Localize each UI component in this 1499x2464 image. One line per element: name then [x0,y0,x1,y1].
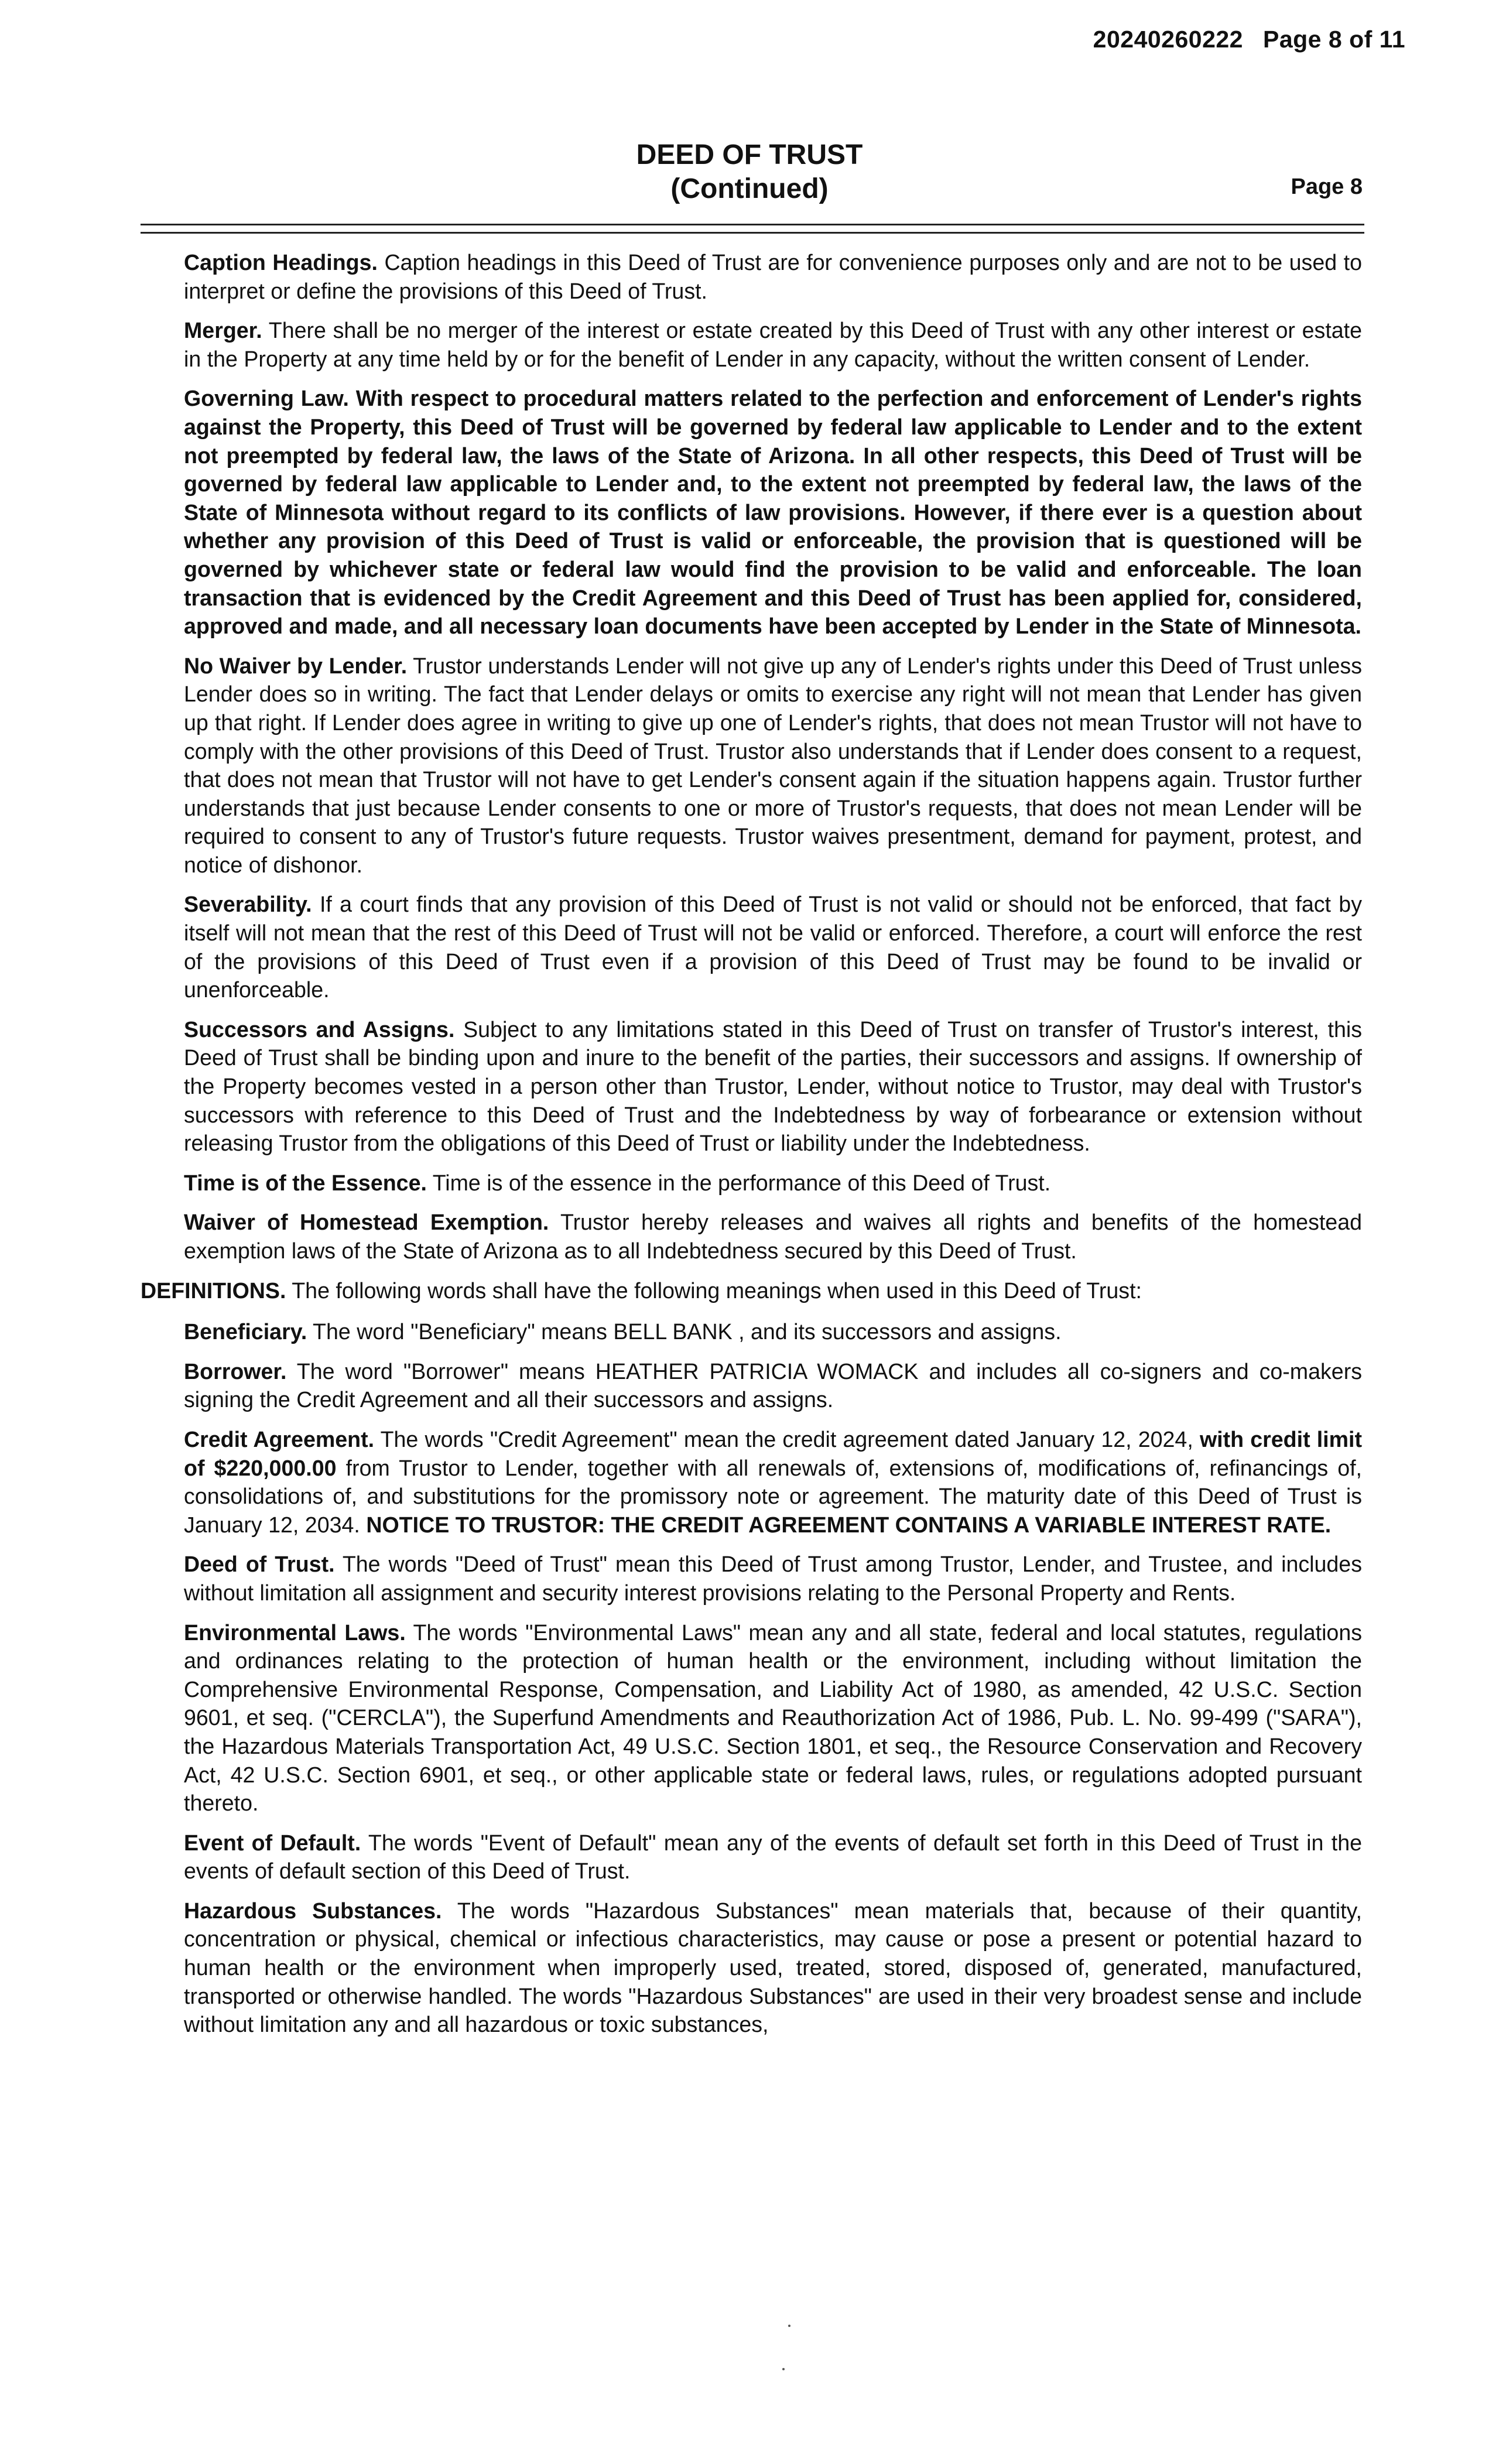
header-rule-bottom [141,232,1364,234]
document-title [0,138,1499,206]
paragraph-heading: Time is of the Essence. [184,1170,427,1195]
definition-text: The words "Hazardous Substances" mean materials that, because of their quantity, concentration or physical, chemical or infectious characteristics, may cause or pose a present or potential hazard to human health or the environment when improperly used, treated, stored, disposed of, generated, manufactured, transported or otherwise handled. The words "Hazardous Substances" are used in their very broadest sense and include without limitation any and all hazardous or toxic substances, [184,1898,1362,2037]
subtitle-text: (Continued) [670,173,829,204]
definition-text: The words "Deed of Trust" mean this Deed of Trust among Trustor, Lender, and Trustee, and includes without limitation all assignment and security interest provisions relating to the Personal Property and Rents. [184,1552,1362,1605]
document-number: 20240260222 [1093,26,1243,53]
definition-text: The words "Credit Agreement" mean the credit agreement dated January 12, 2024, [380,1426,1193,1452]
definition-text: The word "Beneficiary" means BELL BANK , and its successors and assigns. [313,1319,1062,1344]
definition-term: Hazardous Substances. [184,1898,442,1923]
document-body [141,248,1363,2050]
definition-borrower [184,1357,1362,1414]
paragraph-heading: Caption Headings. [184,250,378,275]
scan-speck [782,2368,785,2370]
paragraph-merger [184,316,1362,373]
definition-text: The word "Borrower" means HEATHER PATRICIA WOMACK and includes all co-signers and co-makers signing the Credit Agreement and all their successors and assigns. [184,1358,1362,1412]
paragraph-heading: Merger. [184,318,262,343]
definition-text: The words "Event of Default" mean any of the events of default set forth in this Deed of Trust in the events of default section of this Deed of Trust. [184,1830,1362,1884]
paragraph-text: There shall be no merger of the interest or estate created by this Deed of Trust with any other interest or estate in the Property at any time held by or for the benefit of Lender in any capacity, without the written consent of Lender. [184,318,1362,371]
definition-text: The words "Environmental Laws" mean any and all state, federal and local statutes, regulations and ordinances relating to the protection of human health or the environment, including without limitation the Comprehensive Environmental Response, Compensation, and Liability Act of 1980, as amended, 42 U.S.C. Section 9601, et seq. ("CERCLA"), the Superfund Amendments and Reauthorization Act of 1986, Pub. L. No. 99-499 ("SARA"), the Hazardous Materials Transportation Act, 49 U.S.C. Section 1801, et seq., the Resource Conservation and Recovery Act, 42 U.S.C. Section 6901, et seq., or other applicable state or federal laws, rules, or regulations adopted pursuant thereto. [184,1620,1363,1816]
definition-term: Environmental Laws. [184,1620,406,1645]
section-intro: The following words shall have the following meanings when used in this Deed of Trust: [292,1278,1142,1303]
definition-term: Event of Default. [184,1830,361,1855]
section-heading: DEFINITIONS. [141,1278,286,1303]
definition-term: Beneficiary. [184,1319,307,1344]
definition-beneficiary [184,1317,1362,1346]
paragraph-heading: Waiver of Homestead Exemption. [184,1210,549,1235]
paragraph-heading: Severability. [184,892,312,917]
definition-event-of-default [184,1829,1362,1885]
paragraph-time-of-essence [184,1169,1362,1197]
paragraph-heading: Governing Law. [184,386,349,411]
paragraph-successors-and-assigns [184,1015,1362,1158]
recording-stamp [1093,26,1405,53]
credit-limit: with credit limit of $220,000.00 [184,1426,1362,1480]
paragraph-text: If a court finds that any provision of this Deed of Trust is not valid or should not be enforced, that fact by itself will not mean that the rest of this Deed of Trust will not be valid or enforced. Therefore, a court will enforce the rest of the provisions of this Deed of Trust even if a provision of this Deed of Trust may be found to be invalid or unenforceable. [184,892,1362,1002]
header-rule-top [141,224,1364,225]
definition-text-continued: from Trustor to Lender, together with all renewals of, extensions of, modifications of, refinancings of, consolidations of, and substitutions for the promissory note or agreement. The maturity date of this Deed of Trust is January 12, 2034. [184,1455,1362,1537]
paragraph-heading: No Waiver by Lender. [184,653,408,678]
definition-deed-of-trust [184,1550,1362,1607]
definition-credit-agreement [184,1425,1362,1539]
paragraph-homestead-waiver [184,1208,1362,1265]
paragraph-text: Trustor understands Lender will not give up any of Lender's rights under this Deed of Trust unless Lender does so in writing. The fact that Lender delays or omits to exercise any right will not mean that Lender has given up that right. If Lender does agree in writing to give up one of Lender's rights, that does not mean Trustor will not have to comply with the other provisions of this Deed of Trust. Trustor also understands that if Lender does consent to a request, that does not mean that Trustor will not have to get Lender's consent again if the situation happens again. Trustor further understands that just because Lender consents to one or more of Trustor's requests, that does not mean Lender will be required to consent to any of Trustor's future requests. Trustor waives presentment, demand for payment, protest, and notice of dishonor. [184,653,1362,877]
paragraph-text: With respect to procedural matters related to the perfection and enforcement of Lender's rights against the Property, this Deed of Trust will be governed by federal law applicable to Lender and to the extent not preempted by federal law, the laws of the State of Arizona. In all other respects, this Deed of Trust will be governed by federal law applicable to Lender and, to the extent not preempted by federal law, the laws of the State of Minnesota without regard to its conflicts of law provisions. However, if there ever is a question about whether any provision of this Deed of Trust is valid or enforceable, the provision that is questioned will be governed by whichever state or federal law would find the provision to be valid and enforceable. The loan transaction that is evidenced by the Credit Agreement and this Deed of Trust has been applied for, considered, approved and made, and all necessary loan documents have been accepted by Lender in the State of Minnesota. [184,386,1362,639]
paragraph-text: Subject to any limitations stated in this Deed of Trust on transfer of Trustor's interest, this Deed of Trust shall be binding upon and inure to the benefit of the parties, their successors and assigns. If ownership of the Property becomes vested in a person other than Trustor, Lender, without notice to Trustor, may deal with Trustor's successors with reference to this Deed of Trust and the Indebtedness by way of forbearance or extension without releasing Trustor from the obligations of this Deed of Trust or liability under the Indebtedness. [184,1017,1362,1156]
paragraph-text: Trustor hereby releases and waives all rights and benefits of the homestead exemption laws of the State of Arizona as to all Indebtedness secured by this Deed of Trust. [184,1210,1362,1263]
definition-term: Credit Agreement. [184,1426,375,1452]
title-text: DEED OF TRUST [636,139,863,170]
paragraph-governing-law [184,384,1362,640]
scan-speck [788,2325,790,2327]
paragraph-text: Caption headings in this Deed of Trust are for convenience purposes only and are not to be used to interpret or define the provisions of this Deed of Trust. [184,250,1362,303]
definitions-section [141,1277,1362,1305]
definition-environmental-laws [184,1618,1362,1818]
definition-hazardous-substances [184,1897,1362,2039]
paragraph-caption-headings [184,248,1362,305]
definition-term: Deed of Trust. [184,1552,335,1577]
paragraph-no-waiver [184,652,1362,879]
page-label: Page 8 [1291,174,1363,199]
definition-term: Borrower. [184,1358,287,1384]
page-count: Page 8 of 11 [1262,26,1405,53]
paragraph-severability [184,890,1362,1004]
paragraph-text: Time is of the essence in the performance of this Deed of Trust. [432,1170,1051,1195]
variable-rate-notice: NOTICE TO TRUSTOR: THE CREDIT AGREEMENT CONTAINS A VARIABLE INTEREST RATE. [366,1512,1332,1537]
paragraph-heading: Successors and Assigns. [184,1017,455,1042]
